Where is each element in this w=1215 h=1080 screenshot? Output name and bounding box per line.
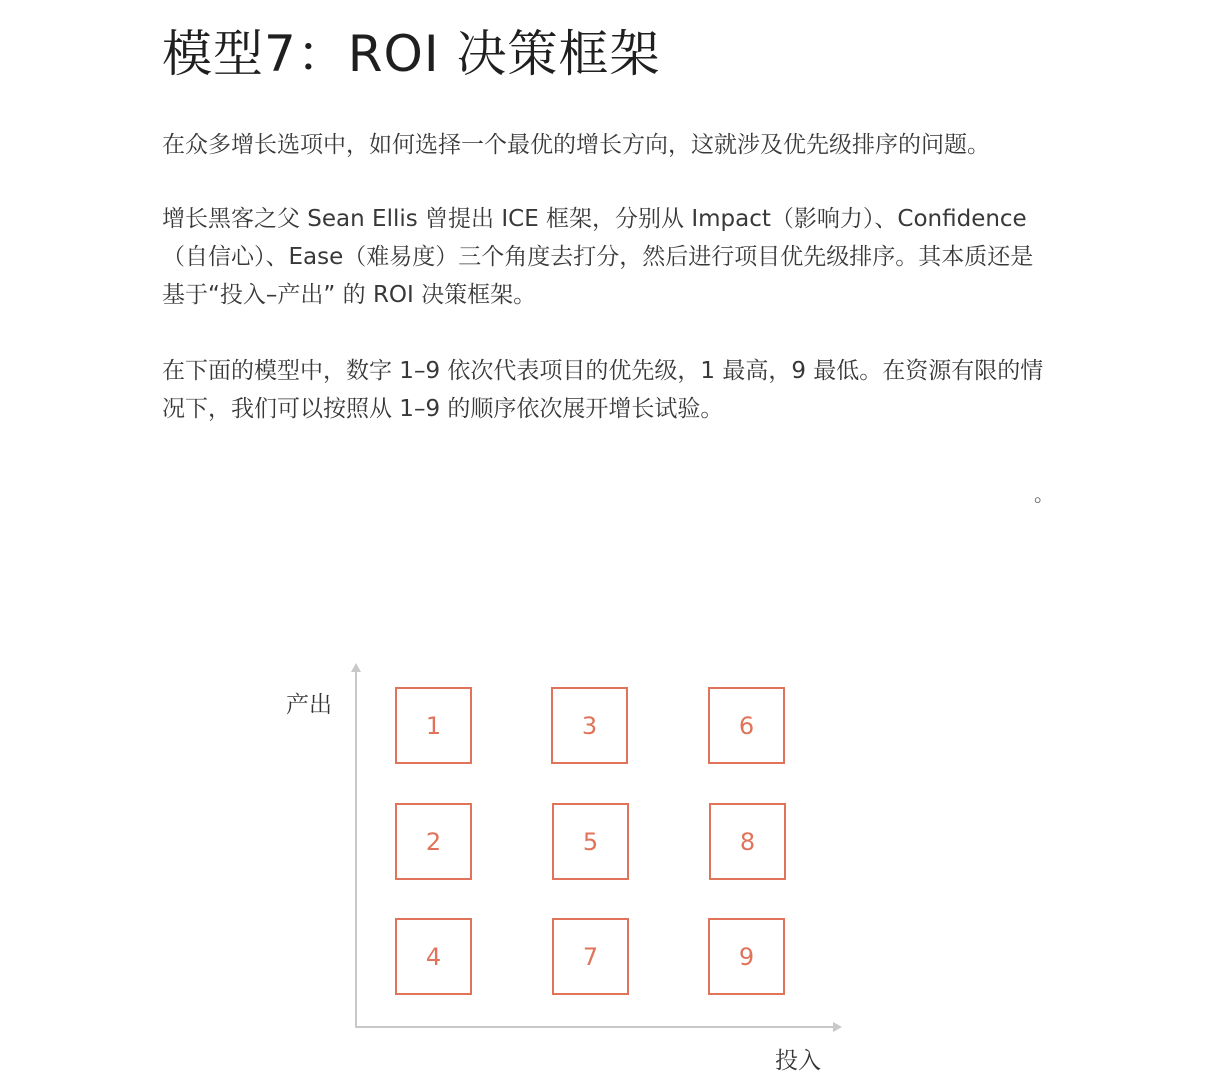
priority-cell: 8 <box>709 803 786 880</box>
priority-cell: 4 <box>395 918 472 995</box>
x-axis-label: 投入 <box>775 1048 821 1074</box>
priority-cell: 5 <box>552 803 629 880</box>
intro-paragraph: 在众多增长选项中，如何选择一个最优的增长方向，这就涉及优先级排序的问题。 <box>162 132 990 158</box>
page-title: 模型7：ROI 决策框架 <box>162 25 661 83</box>
stray-punctuation: 。 <box>1034 482 1054 506</box>
y-axis-line <box>355 670 357 1028</box>
priority-cell: 9 <box>708 918 785 995</box>
x-axis-line <box>355 1026 835 1028</box>
y-axis-label: 产出 <box>286 692 332 718</box>
priority-cell: 6 <box>708 687 785 764</box>
priority-cell: 3 <box>551 687 628 764</box>
x-axis-arrow-icon <box>833 1022 842 1032</box>
priority-cell: 7 <box>552 918 629 995</box>
priority-cell: 2 <box>395 803 472 880</box>
priority-cell: 1 <box>395 687 472 764</box>
model-explanation-paragraph: 在下面的模型中，数字 1–9 依次代表项目的优先级，1 最高，9 最低。在资源有限的情况下，我们可以按照从 1–9 的顺序依次展开增长试验。 <box>162 358 1044 422</box>
ice-framework-paragraph: 增长黑客之父 Sean Ellis 曾提出 ICE 框架，分别从 Impact（影响力）、Confidence（自信心）、Ease（难易度）三个角度去打分，然后进行项目优先级排序。其本质还是基于“投入–产出” 的 ROI 决策框架。 <box>162 206 1034 308</box>
y-axis-arrow-icon <box>351 663 361 672</box>
